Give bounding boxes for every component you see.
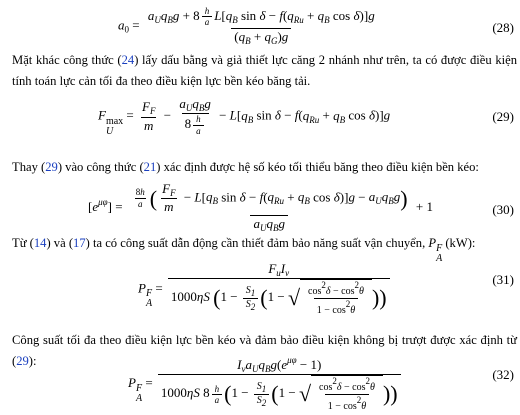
equation-31-body: P F A = $F_uI_v$ 1000ηS (1 − $\frac{S1}{S2}$ (1 − √ $\frac{\cos 2\delta - \cos 2\theta}{1 - \cos 2\theta}$ )) — [138, 262, 392, 317]
equation-link[interactable]: 17 — [73, 236, 86, 250]
paragraph-1: Mặt khác công thức (24) lấy dấu bằng và giả thiết lực căng 2 nhánh như trên, ta có được điều kiện tính toán lực cản tối đa theo điều kiện lực bền kéo băng tải. — [12, 53, 517, 88]
equation-28-body: $a_0$ = $a_Uq_Bg + 8$ $\frac{h}{a}$ $L[q_B$ $\sin \delta - f(q_{Ru} + q_B$ cos δ)]g $(q_B + q_G)g$ — [118, 6, 375, 47]
equation-link[interactable]: 29 — [45, 160, 58, 174]
paragraph-4: Công suất tối đa theo điều kiện lực bền kéo và đảm bảo điều kiện không bị trượt được xác định từ (29): — [12, 333, 517, 368]
equation-30 — [0, 180, 520, 232]
paragraph-3: Từ (14) và (17) ta có công suất dẫn động cần thiết đảm bảo năng suất vận chuyển, P F A (kW): — [12, 236, 476, 264]
equation-28 — [0, 2, 520, 50]
equation-32-body: P F A = $I_va_Uq_Bg(e^{\mu\varphi} - 1)$ 1000ηS 8 $\frac{h}{a}$ (1 − $\frac{S1}{S2}$ (1 − √ $\frac{\cos 2\delta - \cos 2\theta}{1 - \cos 2\theta}$ )) — [128, 355, 403, 413]
equation-number: (32) — [492, 367, 514, 382]
equation-29 — [0, 95, 520, 155]
equation-link[interactable]: 14 — [33, 236, 47, 250]
equation-30-body: $[e^{\mu\varphi}]$ = $\frac{8h}{a}$ ( $\frac{F_F}{m}$ − $L[q_B$ $\sin \delta - f(q_{Ru} + q_B$ $\cos \delta)]g - a_Uq_Bg$) $a_Uq_Bg$ + 1 — [88, 181, 433, 233]
equation-29-body: F max U = $\frac{F_F}{m}$ − $a_Uq_Bg$ 8 $\frac{h}{a}$ − $L[q_B$ $\sin \delta - f(q_{Ru} + q_B$ cos δ)]g — [98, 96, 391, 137]
equation-number: (30) — [492, 202, 514, 217]
paragraph-2: Thay (29) vào công thức (21) xác định được hệ số kéo tối thiểu băng theo điều kiện bền kéo: — [12, 160, 479, 174]
equation-32 — [0, 353, 520, 415]
equation-link[interactable]: 24 — [121, 53, 135, 67]
equation-number: (28) — [492, 20, 514, 35]
equation-link[interactable]: 29 — [16, 354, 29, 368]
equation-number: (29) — [492, 109, 514, 124]
equation-number: (31) — [492, 272, 514, 287]
equation-31 — [0, 258, 520, 330]
equation-link[interactable]: 21 — [143, 160, 157, 174]
